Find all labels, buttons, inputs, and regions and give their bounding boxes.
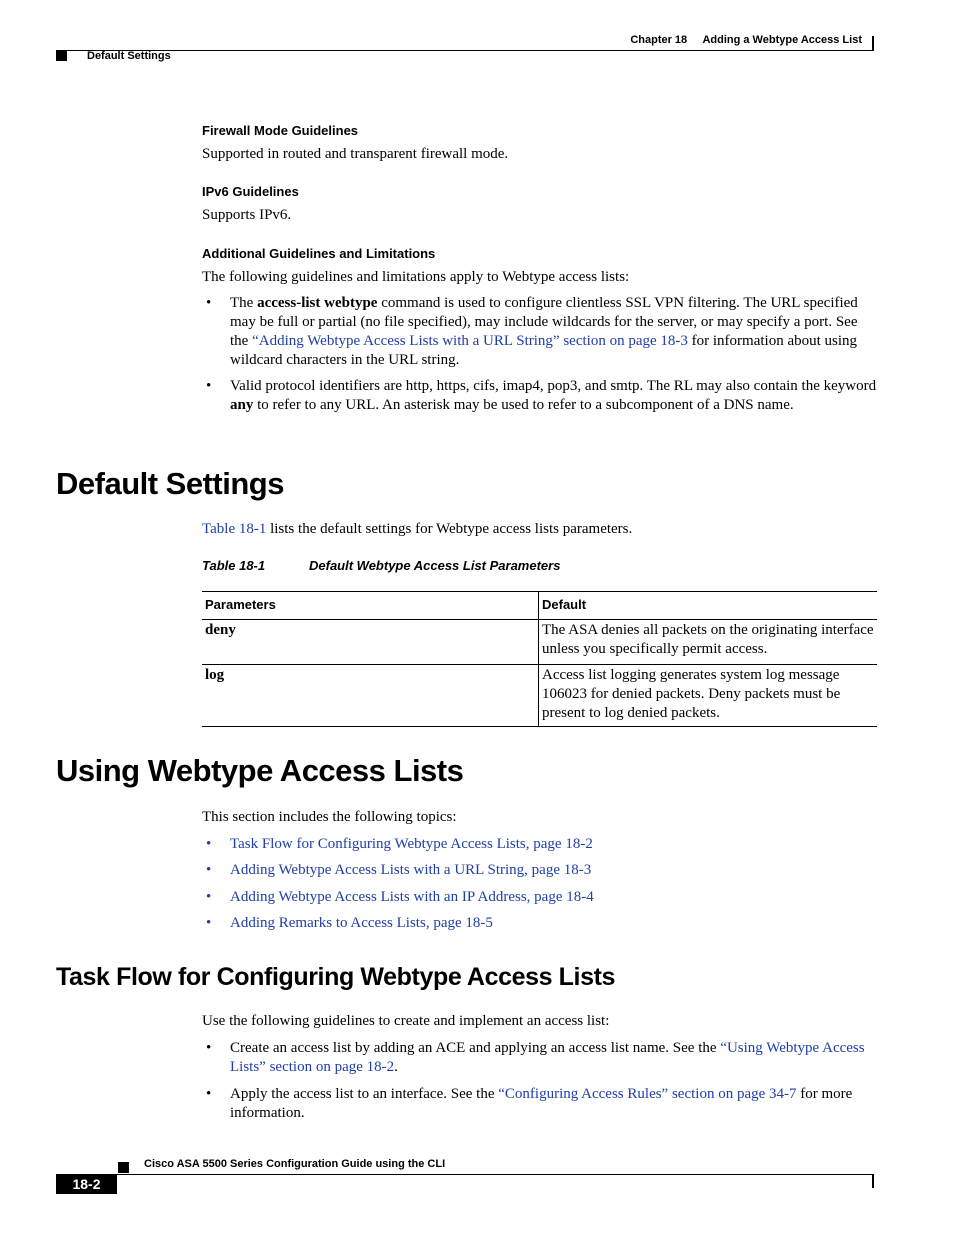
topics-list — [202, 835, 877, 933]
firewall-mode-text: Supported in routed and transparent firewall mode. — [202, 146, 509, 162]
using-heading: Using Webtype Access Lists — [56, 753, 464, 788]
additional-heading: Additional Guidelines and Limitations — [202, 246, 436, 261]
running-header — [630, 34, 862, 46]
default-settings-intro: Table 18-1 lists the default settings for Webtype access lists parameters. — [202, 521, 633, 537]
table-title: Default Webtype Access List Parameters — [309, 558, 561, 573]
using-intro: This section includes the following topics: — [202, 809, 457, 825]
ipv6-heading: IPv6 Guidelines — [202, 184, 299, 199]
header-marker — [56, 51, 67, 61]
chapter-title: Adding a Webtype Access List — [702, 34, 862, 46]
keyword-any: any — [230, 397, 254, 413]
task-flow-heading: Task Flow for Configuring Webtype Access Lists — [56, 963, 616, 991]
default-log: Access list logging generates system log message 106023 for denied packets. Deny packets must be present to log denied packets. — [539, 665, 878, 727]
column-header-default: Default — [539, 592, 878, 620]
using-webtype-link[interactable]: “Using Webtype Access Lists” section on page 18-2 — [230, 1040, 865, 1075]
table-row — [202, 665, 877, 727]
param-deny: deny — [205, 622, 236, 638]
list-item: • Create an access list by adding an ACE and applying an access list name. See the “Using Webtype Access Lists” section on page 18-2. — [202, 1039, 877, 1077]
table-row — [202, 620, 877, 665]
header-rule-tick — [872, 36, 874, 51]
command-name: access-list webtype — [257, 295, 378, 311]
table-ref-link[interactable]: Table 18-1 — [202, 521, 267, 537]
header-rule — [56, 50, 874, 51]
list-item: • Valid protocol identifiers are http, https, cifs, imap4, pop3, and smtp. The RL may also contain the keyword any to refer to any URL. An asterisk may be used to refer to a subcomponent of a DNS name. — [202, 377, 877, 415]
default-parameters-table — [202, 591, 877, 727]
page-number: 18-2 — [56, 1174, 117, 1194]
table-number: Table 18-1 — [202, 558, 266, 573]
access-rules-link[interactable]: “Configuring Access Rules” section on page 34-7 — [498, 1086, 797, 1102]
list-item: • The access-list webtype command is used to configure clientless SSL VPN filtering. The URL specified may be full or partial (no file specified), may include wildcards for the server, or may specify a port. See the “Adding Webtype Access Lists with a URL String” section on page 18-3 for information about using wildcard characters in the URL string. — [202, 294, 877, 370]
running-section: Default Settings — [87, 50, 171, 62]
list-item: • Apply the access list to an interface. See the “Configuring Access Rules” section on page 34-7 for more information. — [202, 1085, 877, 1123]
param-log: log — [205, 667, 225, 683]
topic-task-flow-link[interactable]: • Task Flow for Configuring Webtype Access Lists, page 18-2 — [202, 835, 877, 854]
task-flow-intro: Use the following guidelines to create and implement an access list: — [202, 1013, 610, 1029]
footer-marker — [118, 1162, 129, 1173]
table-caption — [202, 558, 560, 573]
column-header-parameters: Parameters — [202, 592, 539, 620]
default-deny: The ASA denies all packets on the originating interface unless you specifically permit access. — [539, 620, 878, 665]
task-flow-list — [202, 1039, 877, 1123]
topic-remarks-link[interactable]: • Adding Remarks to Access Lists, page 18-5 — [202, 914, 877, 933]
additional-intro: The following guidelines and limitations apply to Webtype access lists: — [202, 269, 630, 285]
additional-list — [202, 294, 877, 415]
footer-rule-tick — [872, 1174, 874, 1188]
table-header-row — [202, 592, 877, 620]
chapter-label: Chapter 18 — [630, 34, 688, 46]
topic-ip-address-link[interactable]: • Adding Webtype Access Lists with an IP Address, page 18-4 — [202, 888, 877, 907]
footer-rule — [56, 1174, 874, 1175]
topic-url-string-link[interactable]: • Adding Webtype Access Lists with a URL String, page 18-3 — [202, 861, 877, 880]
default-settings-heading: Default Settings — [56, 466, 284, 501]
ipv6-text: Supports IPv6. — [202, 207, 292, 223]
url-string-link[interactable]: “Adding Webtype Access Lists with a URL String” section on page 18-3 — [252, 333, 688, 349]
firewall-mode-heading: Firewall Mode Guidelines — [202, 123, 359, 138]
footer-title: Cisco ASA 5500 Series Configuration Guide using the CLI — [144, 1158, 446, 1170]
